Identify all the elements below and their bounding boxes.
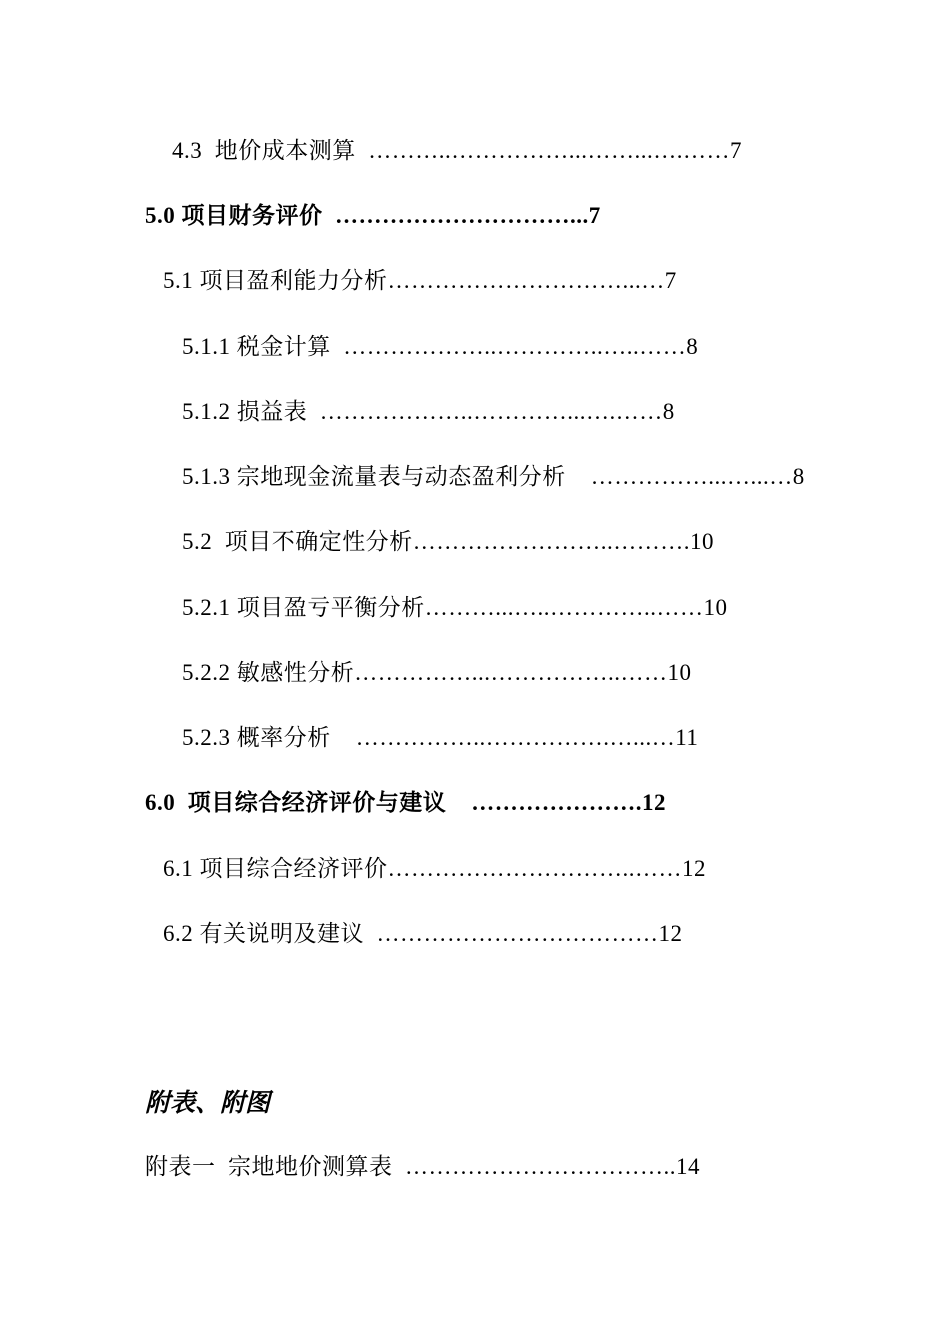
toc-entry-5-1-3: 5.1.3 宗地现金流量表与动态盈利分析 ……………...…...…8 (182, 464, 805, 489)
toc-entry-6-1: 6.1 项目综合经济评价…………………………..……12 (163, 856, 706, 881)
toc-entry-4-3: 4.3 地价成本测算 ………..……………...……...….……7 (172, 138, 742, 163)
toc-entry-6-0: 6.0 项目综合经济评价与建议 ………………….12 (145, 790, 666, 815)
toc-entry-5-2: 5.2 项目不确定性分析……………………..……….10 (182, 529, 714, 554)
toc-entry-6-2: 6.2 有关说明及建议 ………………………………12 (163, 921, 683, 946)
appendix-entry-1: 附表一 宗地地价测算表 ……………………………..14 (145, 1154, 700, 1179)
toc-entry-5-1: 5.1 项目盈利能力分析…………………………...…7 (163, 268, 677, 293)
toc-entry-5-2-2: 5.2.2 敏感性分析……………...……………..……10 (182, 660, 692, 685)
toc-entry-5-1-2: 5.1.2 损益表 ………………..…………...….……8 (182, 399, 675, 424)
toc-entry-5-1-1: 5.1.1 税金计算 ………………..…………..…..……8 (182, 334, 699, 359)
toc-entry-5-2-1: 5.2.1 项目盈亏平衡分析………...…..…………..……10 (182, 595, 728, 620)
toc-entry-5-2-3: 5.2.3 概率分析 ……………..…………….…...…11 (182, 725, 699, 750)
toc-entry-5-0: 5.0 项目财务评价 …………………………...7 (145, 203, 601, 228)
appendix-heading: 附表、附图 (145, 1090, 271, 1117)
